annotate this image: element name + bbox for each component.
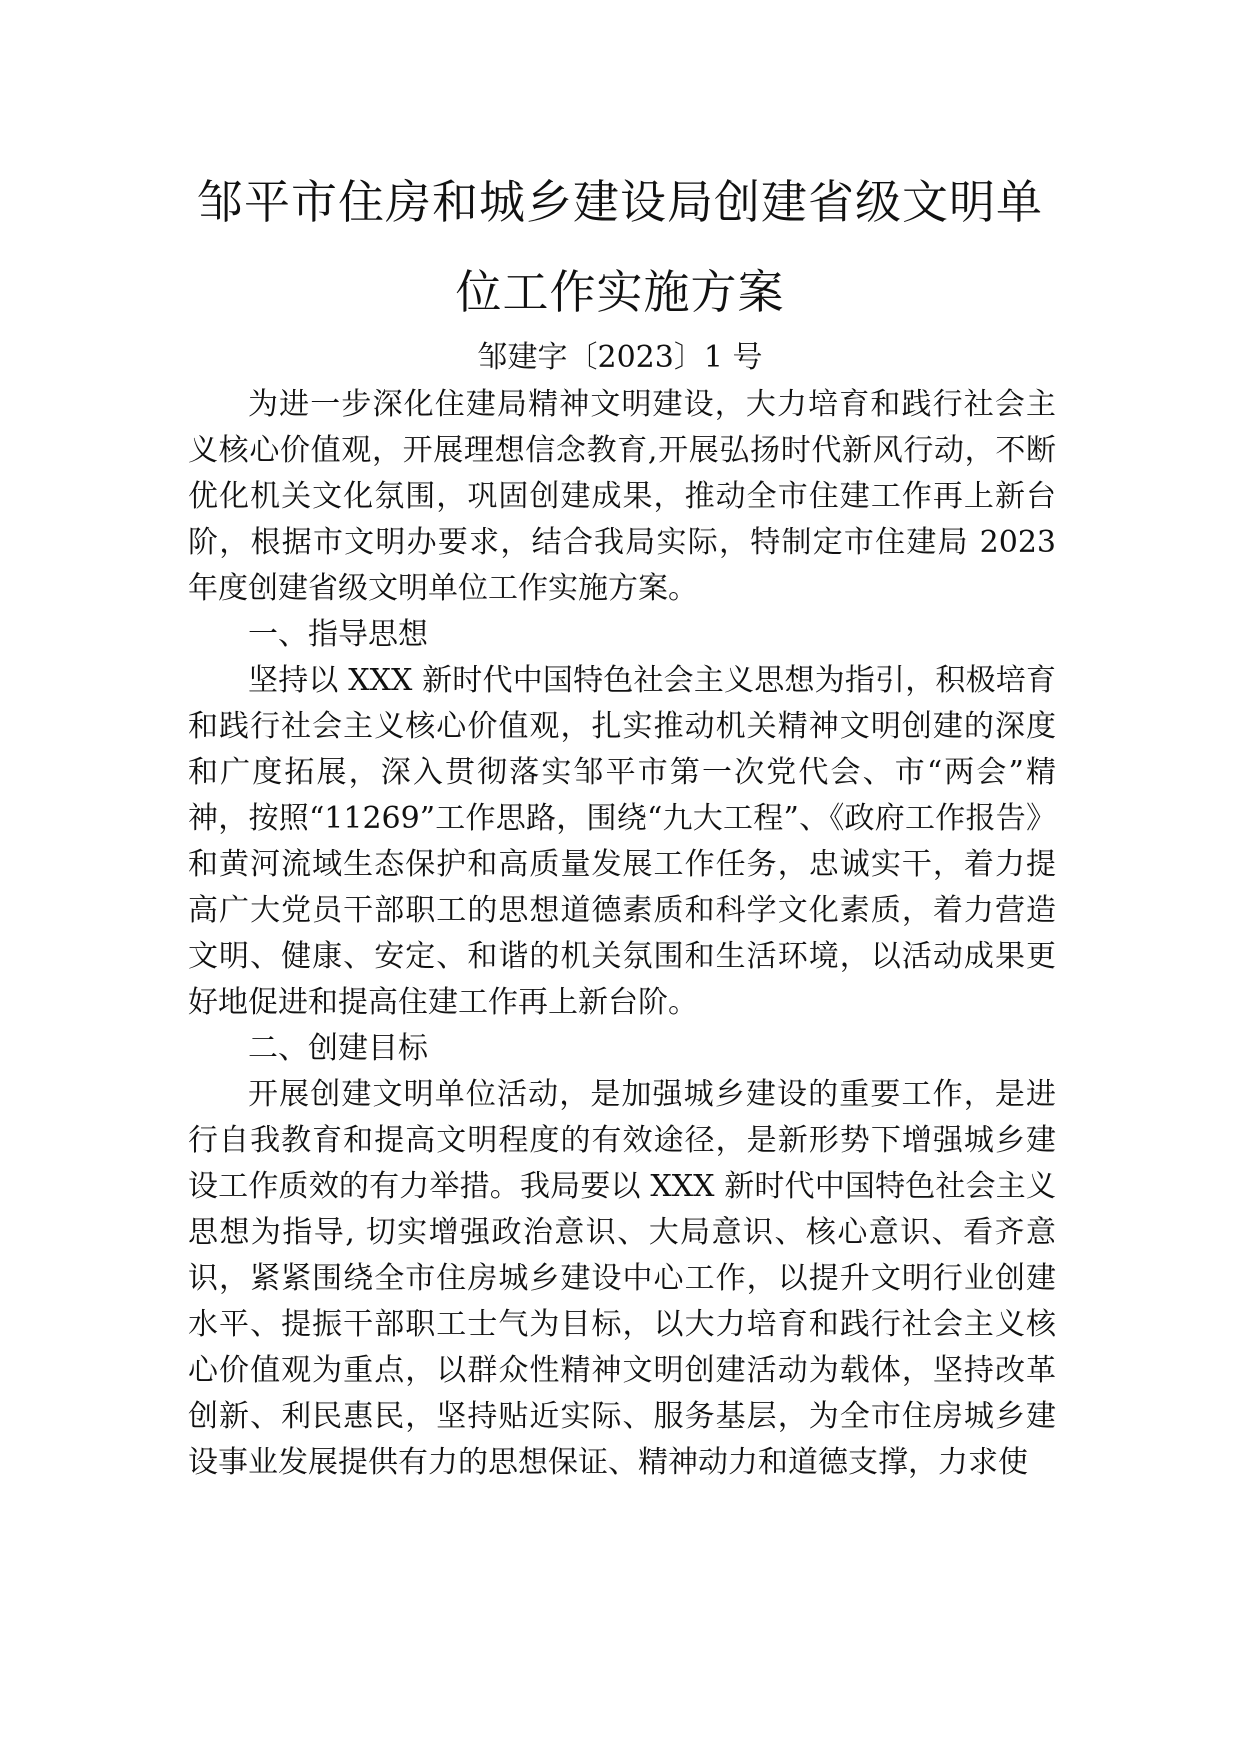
section-body-guiding-ideology: 坚持以 XXX 新时代中国特色社会主义思想为指引，积极培育和践行社会主义核心价值观，扎实推动机关精神文明创建的深度和广度拓展，深入贯彻落实邹平市第一次党代会、市“两会”精神，按照“11269”工作思路，围绕“九大工程”、《政府工作报告》和黄河流域生态保护和高质量发展工作任务，忠诚实干，着力提高广大党员干部职工的思想道德素质和科学文化素质，着力营造文明、健康、安定、和谐的机关氛围和生活环境，以活动成果更好地促进和提高住建工作再上新台阶。: [188, 663, 1056, 1020]
section-body-goals: 开展创建文明单位活动，是加强城乡建设的重要工作，是进行自我教育和提高文明程度的有效途径，是新形势下增强城乡建设工作质效的有力举措。我局要以 XXX 新时代中国特色社会主义思想为指导, 切实增强政治意识、大局意识、核心意识、看齐意识，紧紧围绕全市住房城乡建设中心工作，以提升文明行业创建水平、提振干部职工士气为目标，以大力培育和践行社会主义核心价值观为重点，以群众性精神文明创建活动为载体，坚持改革创新、利民惠民，坚持贴近实际、服务基层，为全市住房城乡建设事业发展提供有力的思想保证、精神动力和道德支撑，力求使: [188, 1077, 1056, 1480]
document-title-line-1: 邹平市住房和城乡建设局创建省级文明单: [197, 175, 1043, 229]
document-body: [188, 382, 1056, 1486]
document-number: 邹建字〔2023〕1 号: [477, 340, 763, 375]
document-title-line-2: 位工作实施方案: [455, 265, 785, 319]
section-heading-guiding-ideology: 一、指导思想: [248, 617, 428, 652]
intro-paragraph: 为进一步深化住建局精神文明建设，大力培育和践行社会主义核心价值观，开展理想信念教育,开展弘扬时代新风行动，不断优化机关文化氛围，巩固创建成果，推动全市住建工作再上新台阶，根据市文明办要求，结合我局实际，特制定市住建局 2023 年度创建省级文明单位工作实施方案。: [188, 387, 1056, 606]
section-heading-goals: 二、创建目标: [248, 1031, 428, 1066]
